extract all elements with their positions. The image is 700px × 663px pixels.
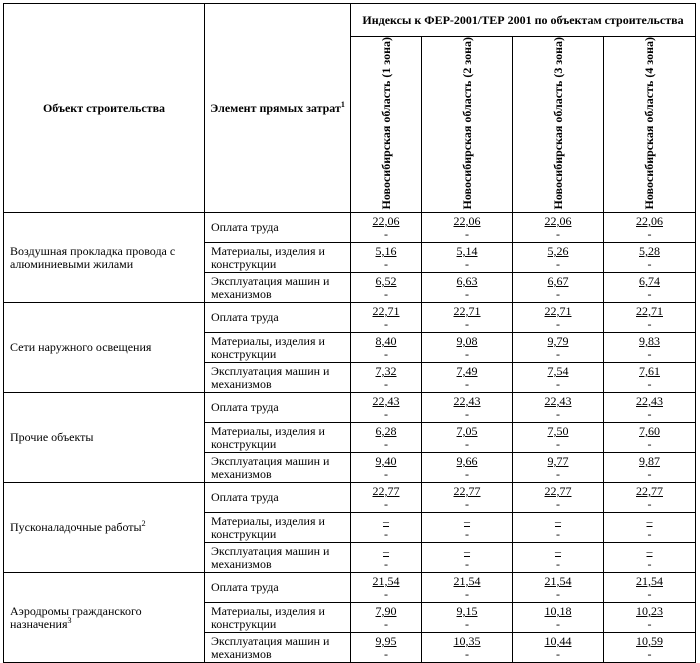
column-header-element xyxy=(205,4,351,213)
index-value-cell xyxy=(604,333,696,363)
index-value-secondary: - xyxy=(384,586,388,601)
index-value: – xyxy=(464,513,470,528)
index-value: 9,79 xyxy=(547,333,569,348)
index-value: 6,28 xyxy=(375,423,397,438)
index-value: 7,05 xyxy=(456,423,478,438)
index-value-secondary: - xyxy=(647,586,652,601)
index-value-cell xyxy=(604,303,696,333)
index-value-cell xyxy=(513,603,604,633)
index-value-secondary: - xyxy=(647,646,652,661)
zone-header-label: Новосибирская область (4 зона) xyxy=(642,37,656,210)
index-value-secondary: - xyxy=(647,436,652,451)
index-value-cell xyxy=(604,453,696,483)
index-value-cell xyxy=(604,423,696,453)
index-value-cell xyxy=(604,543,696,573)
index-value-cell xyxy=(422,243,513,273)
index-value-cell xyxy=(513,243,604,273)
cost-element: Материалы, изделия и конструкции xyxy=(205,603,351,633)
index-value-cell xyxy=(513,303,604,333)
index-value: 9,08 xyxy=(456,333,478,348)
index-value-secondary: - xyxy=(465,466,469,481)
index-value: 9,83 xyxy=(639,333,660,348)
index-value-secondary: - xyxy=(384,526,388,541)
index-value: 22,71 xyxy=(453,303,481,318)
index-value-cell xyxy=(351,393,422,423)
index-value-cell xyxy=(422,363,513,393)
index-value-secondary: - xyxy=(384,496,388,511)
index-value: 22,71 xyxy=(372,303,400,318)
cost-element: Материалы, изделия и конструкции xyxy=(205,243,351,273)
index-value: 22,77 xyxy=(453,483,481,498)
index-value-secondary: - xyxy=(465,226,469,241)
index-value: 7,60 xyxy=(639,423,660,438)
index-value-secondary: - xyxy=(647,496,652,511)
index-value-cell xyxy=(422,513,513,543)
index-value: 10,35 xyxy=(453,633,481,648)
index-value: 9,15 xyxy=(456,603,478,618)
zone-header-2 xyxy=(422,37,513,213)
index-value-cell xyxy=(604,243,696,273)
index-value-secondary: - xyxy=(384,346,388,361)
index-value: 7,50 xyxy=(547,423,569,438)
index-value: 6,63 xyxy=(456,273,478,288)
index-value: 22,43 xyxy=(544,393,572,408)
index-value-cell xyxy=(513,273,604,303)
index-value-secondary: - xyxy=(465,256,469,271)
index-value-cell xyxy=(513,363,604,393)
index-value-secondary: - xyxy=(556,586,560,601)
header-row-top xyxy=(4,4,696,37)
index-value-secondary: - xyxy=(647,286,652,301)
index-value: 22,77 xyxy=(636,483,663,498)
index-value-secondary: - xyxy=(465,586,469,601)
object-name: Прочие объекты xyxy=(10,430,94,445)
index-value-secondary: - xyxy=(647,316,652,331)
element-header-label: Элемент прямых затрат xyxy=(210,100,341,115)
cost-element: Эксплуатация машин и механизмов xyxy=(205,633,351,663)
table-row xyxy=(4,213,696,243)
index-value-secondary: - xyxy=(556,496,560,511)
zone-header-label: Новосибирская область (2 зона) xyxy=(459,37,474,210)
index-value-cell xyxy=(422,543,513,573)
index-value-cell xyxy=(513,423,604,453)
index-value: 10,44 xyxy=(544,633,572,648)
cost-element: Оплата труда xyxy=(205,393,351,423)
index-value-secondary: - xyxy=(647,556,652,571)
index-value-cell xyxy=(513,333,604,363)
index-value: 21,54 xyxy=(453,573,481,588)
index-value: 7,61 xyxy=(639,363,660,378)
index-value-secondary: - xyxy=(465,616,469,631)
index-value-secondary: - xyxy=(465,316,469,331)
index-value-secondary: - xyxy=(384,556,388,571)
index-value: 6,52 xyxy=(375,273,397,288)
object-name: Сети наружного освещения xyxy=(10,340,152,355)
index-value-cell xyxy=(604,603,696,633)
index-value: 5,16 xyxy=(375,243,397,258)
index-value: 5,26 xyxy=(547,243,569,258)
index-value: 6,67 xyxy=(547,273,569,288)
index-value-secondary: - xyxy=(384,316,388,331)
index-value: 9,66 xyxy=(456,453,478,468)
index-value-secondary: - xyxy=(556,556,560,571)
index-value-cell xyxy=(513,543,604,573)
index-value-cell xyxy=(604,633,696,663)
index-value: 22,43 xyxy=(372,393,400,408)
zone-header-label: Новосибирская область (3 зона) xyxy=(550,37,565,210)
index-value-cell xyxy=(351,333,422,363)
object-name-cell xyxy=(4,483,205,573)
index-value: 22,77 xyxy=(544,483,572,498)
index-value-cell xyxy=(351,483,422,513)
table-row xyxy=(4,573,696,603)
index-value-cell xyxy=(422,573,513,603)
index-value-secondary: - xyxy=(556,646,560,661)
index-value-cell xyxy=(604,393,696,423)
index-value: 21,54 xyxy=(544,573,572,588)
index-value: 10,59 xyxy=(636,633,663,648)
index-value: – xyxy=(555,513,561,528)
index-value-secondary: - xyxy=(647,376,652,391)
object-name-cell xyxy=(4,303,205,393)
index-value: 22,71 xyxy=(544,303,572,318)
index-value-cell xyxy=(351,273,422,303)
index-value: 22,06 xyxy=(453,213,481,228)
index-value-cell xyxy=(513,573,604,603)
index-value-secondary: - xyxy=(647,346,652,361)
index-value-secondary: - xyxy=(647,466,652,481)
index-value: 7,90 xyxy=(375,603,397,618)
zone-header-3 xyxy=(513,37,604,213)
index-value-secondary: - xyxy=(465,556,469,571)
index-value: 7,49 xyxy=(456,363,478,378)
index-value: – xyxy=(555,543,561,558)
index-value-secondary: - xyxy=(556,436,560,451)
index-value: – xyxy=(383,513,389,528)
index-value-secondary: - xyxy=(384,616,388,631)
index-value-secondary: - xyxy=(556,286,560,301)
index-value-secondary: - xyxy=(465,496,469,511)
index-value-secondary: - xyxy=(556,616,560,631)
index-value-secondary: - xyxy=(384,466,388,481)
zone-header-1 xyxy=(351,37,422,213)
index-value-cell xyxy=(604,363,696,393)
index-value-secondary: - xyxy=(384,406,388,421)
cost-element: Оплата труда xyxy=(205,213,351,243)
footnote-marker: 1 xyxy=(340,99,345,109)
index-value-secondary: - xyxy=(556,226,560,241)
index-value: 7,54 xyxy=(547,363,569,378)
index-value-cell xyxy=(604,483,696,513)
object-name-cell xyxy=(4,213,205,303)
index-value: – xyxy=(464,543,470,558)
cost-element: Материалы, изделия и конструкции xyxy=(205,513,351,543)
column-header-object: Объект строительства xyxy=(4,4,205,213)
index-value-cell xyxy=(604,513,696,543)
index-value-cell xyxy=(351,423,422,453)
index-value-cell xyxy=(422,603,513,633)
object-name-cell xyxy=(4,393,205,483)
index-value: 22,43 xyxy=(636,393,663,408)
index-value-secondary: - xyxy=(647,256,652,271)
index-value-secondary: - xyxy=(384,436,388,451)
index-value: 5,28 xyxy=(639,243,660,258)
index-value: 22,43 xyxy=(453,393,481,408)
index-value: 22,77 xyxy=(372,483,400,498)
index-value: 5,14 xyxy=(456,243,478,258)
index-value-secondary: - xyxy=(556,526,560,541)
index-value-secondary: - xyxy=(384,226,388,241)
index-value-secondary: - xyxy=(465,286,469,301)
index-value-cell xyxy=(604,213,696,243)
index-value: 10,18 xyxy=(544,603,572,618)
index-value-secondary: - xyxy=(556,346,560,361)
index-value-secondary: - xyxy=(384,256,388,271)
index-value: 9,95 xyxy=(375,633,397,648)
index-value-cell xyxy=(351,513,422,543)
index-value-cell xyxy=(422,453,513,483)
cost-element: Материалы, изделия и конструкции xyxy=(205,333,351,363)
cost-element: Эксплуатация машин и механизмов xyxy=(205,363,351,393)
index-value-secondary: - xyxy=(647,616,652,631)
index-value-secondary: - xyxy=(556,376,560,391)
index-value-secondary: - xyxy=(647,406,652,421)
object-name: Воздушная прокладка провода с алюминиевыми жилами xyxy=(10,243,176,271)
index-value-cell xyxy=(351,303,422,333)
index-value-cell xyxy=(351,363,422,393)
index-value-secondary: - xyxy=(556,406,560,421)
index-value-cell xyxy=(351,213,422,243)
index-value-cell xyxy=(351,633,422,663)
index-value-cell xyxy=(422,273,513,303)
object-name-cell xyxy=(4,573,205,663)
index-value-cell xyxy=(513,453,604,483)
index-value: 9,77 xyxy=(547,453,569,468)
index-value: 22,06 xyxy=(372,213,400,228)
cost-element: Оплата труда xyxy=(205,303,351,333)
index-value-secondary: - xyxy=(465,526,469,541)
index-value-secondary: - xyxy=(647,526,652,541)
object-name: Аэродромы гражданского назначения xyxy=(10,603,142,631)
index-value-cell xyxy=(422,393,513,423)
cost-element: Эксплуатация машин и механизмов xyxy=(205,273,351,303)
index-value-cell xyxy=(351,243,422,273)
index-value-secondary: - xyxy=(384,286,388,301)
table-row xyxy=(4,483,696,513)
table-row xyxy=(4,303,696,333)
index-value: – xyxy=(646,513,653,528)
index-value-secondary: - xyxy=(465,406,469,421)
index-value-cell xyxy=(513,213,604,243)
index-value-cell xyxy=(351,453,422,483)
table-body xyxy=(4,213,696,663)
footnote-marker: 3 xyxy=(67,615,72,625)
index-value-cell xyxy=(513,513,604,543)
footnote-marker: 2 xyxy=(141,519,146,529)
index-value-cell xyxy=(422,483,513,513)
price-index-table xyxy=(3,3,696,663)
index-value-secondary: - xyxy=(465,436,469,451)
index-value-cell xyxy=(513,633,604,663)
zone-header-label: Новосибирская область (1 зона) xyxy=(378,37,393,210)
index-value-secondary: - xyxy=(465,646,469,661)
index-value: – xyxy=(646,543,653,558)
cost-element: Эксплуатация машин и механизмов xyxy=(205,453,351,483)
index-value-cell xyxy=(422,423,513,453)
index-value: 7,32 xyxy=(375,363,397,378)
index-value-secondary: - xyxy=(556,256,560,271)
index-value-cell xyxy=(351,573,422,603)
index-value-cell xyxy=(422,213,513,243)
cost-element: Оплата труда xyxy=(205,573,351,603)
index-value: 22,71 xyxy=(636,303,663,318)
index-value: 9,87 xyxy=(639,453,660,468)
index-value-cell xyxy=(422,333,513,363)
index-value-cell xyxy=(351,543,422,573)
index-value-secondary: - xyxy=(384,646,388,661)
index-value-secondary: - xyxy=(647,226,652,241)
table-row xyxy=(4,393,696,423)
index-value-cell xyxy=(513,483,604,513)
cost-element: Материалы, изделия и конструкции xyxy=(205,423,351,453)
index-value-cell xyxy=(604,573,696,603)
index-value-secondary: - xyxy=(384,376,388,391)
index-value-secondary: - xyxy=(465,346,469,361)
index-value: 8,40 xyxy=(375,333,397,348)
index-value-cell xyxy=(604,273,696,303)
index-value-secondary: - xyxy=(465,376,469,391)
cost-element: Эксплуатация машин и механизмов xyxy=(205,543,351,573)
column-header-indices: Индексы к ФЕР-2001/ТЕР 2001 по объектам строительства xyxy=(351,4,696,37)
index-value: 22,06 xyxy=(636,213,663,228)
index-value-cell xyxy=(422,633,513,663)
index-value: 21,54 xyxy=(372,573,400,588)
cost-element: Оплата труда xyxy=(205,483,351,513)
index-value-secondary: - xyxy=(556,316,560,331)
index-value: 9,40 xyxy=(375,453,397,468)
index-value: 10,23 xyxy=(636,603,663,618)
zone-header-4 xyxy=(604,37,696,213)
index-value: 22,06 xyxy=(544,213,572,228)
index-value: 6,74 xyxy=(639,273,660,288)
object-name: Пусконаладочные работы xyxy=(10,520,142,535)
index-value-cell xyxy=(351,603,422,633)
index-value-cell xyxy=(513,393,604,423)
index-value: 21,54 xyxy=(636,573,663,588)
index-value: – xyxy=(383,543,389,558)
index-value-secondary: - xyxy=(556,466,560,481)
index-value-cell xyxy=(422,303,513,333)
